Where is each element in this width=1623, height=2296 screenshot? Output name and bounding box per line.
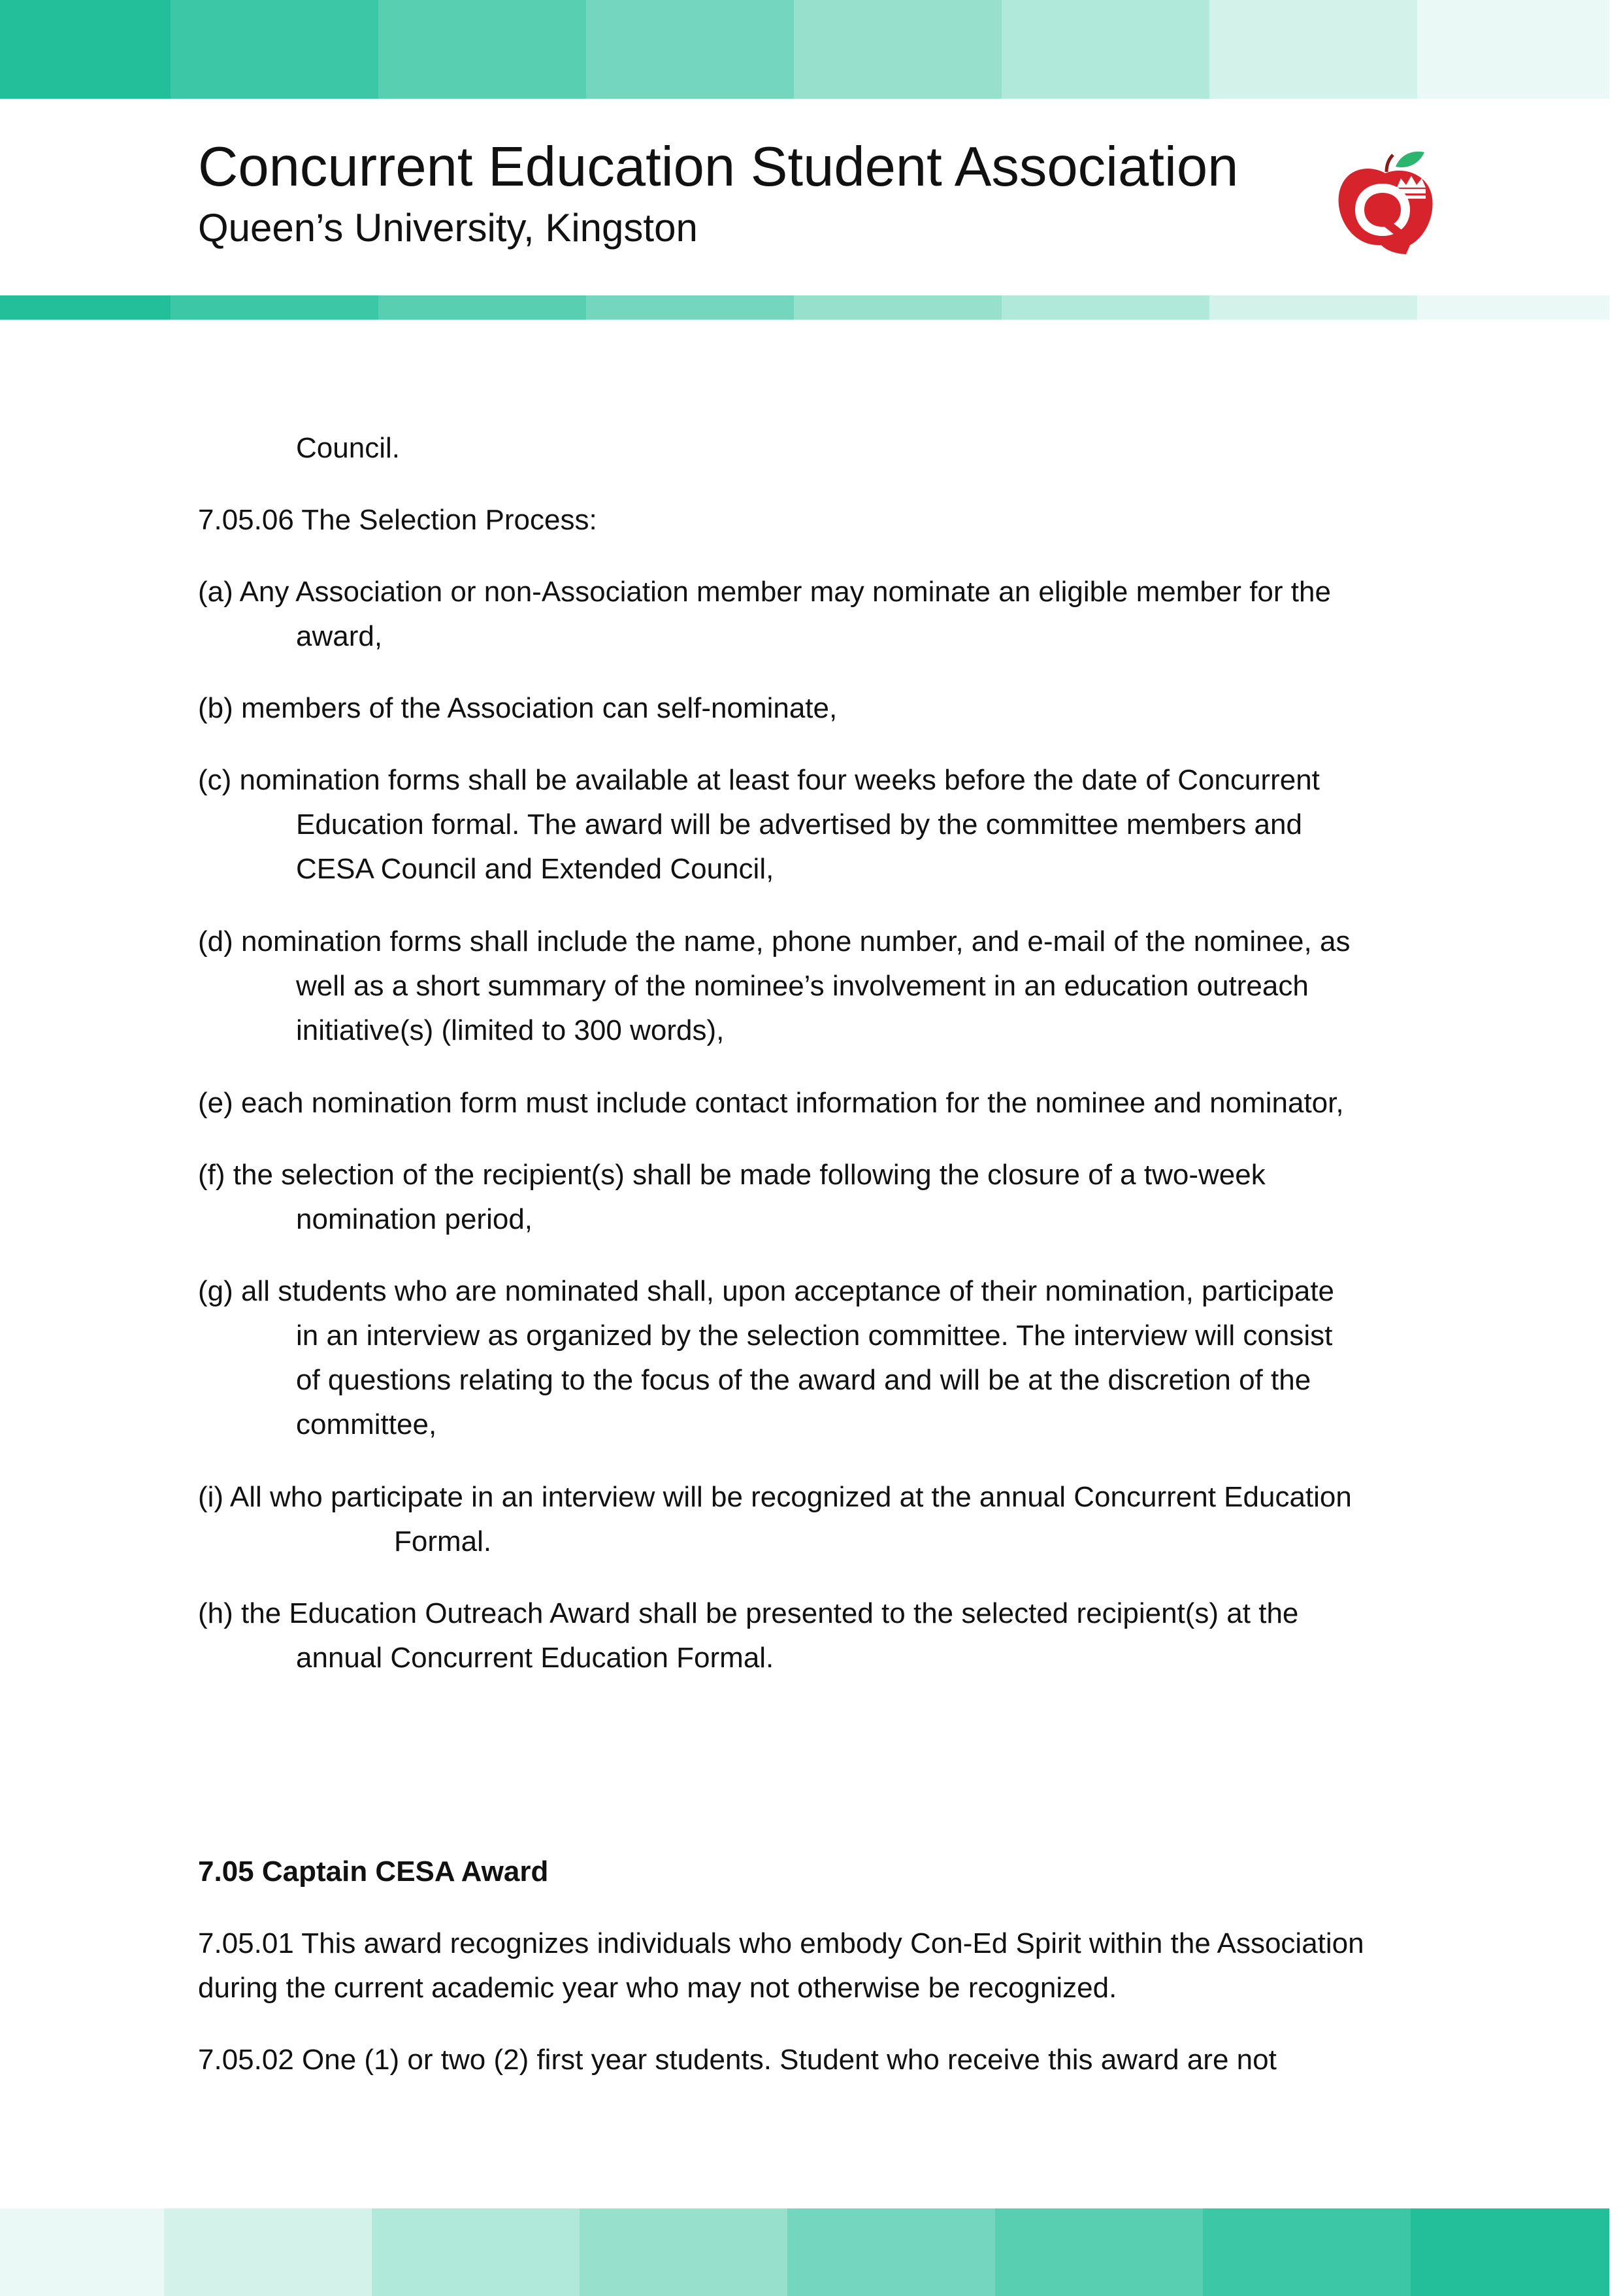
band-segment bbox=[586, 0, 794, 99]
band-segment bbox=[586, 295, 794, 320]
apple-crown-logo-icon bbox=[1333, 147, 1437, 255]
band-segment bbox=[794, 295, 1002, 320]
item-i-line-1: (i) All who participate in an interview will be recognized at the annual Concurrent Education bbox=[198, 1481, 1352, 1513]
item-g-line-4: committee, bbox=[296, 1408, 437, 1440]
item-b-line-1: (b) members of the Association can self-nominate, bbox=[198, 692, 838, 724]
continuation-text: Council. bbox=[296, 432, 400, 464]
band-segment bbox=[372, 2208, 580, 2296]
band-segment bbox=[1002, 295, 1209, 320]
item-h-line-2: annual Concurrent Education Formal. bbox=[296, 1642, 774, 1674]
band-segment bbox=[0, 295, 171, 320]
item-f-line-2: nomination period, bbox=[296, 1203, 533, 1235]
item-f-line-1: (f) the selection of the recipient(s) shall be made following the closure of a two-week bbox=[198, 1159, 1266, 1191]
selection-process-heading: 7.05.06 The Selection Process: bbox=[198, 504, 597, 536]
band-segment bbox=[1002, 0, 1209, 99]
paragraph-7-05-01-line-1: 7.05.01 This award recognizes individuals who embody Con-Ed Spirit within the Association bbox=[198, 1927, 1364, 1959]
band-segment bbox=[1209, 0, 1417, 99]
band-segment bbox=[580, 2208, 787, 2296]
item-d-line-3: initiative(s) (limited to 300 words), bbox=[296, 1014, 725, 1046]
band-segment bbox=[787, 2208, 995, 2296]
item-h-line-1: (h) the Education Outreach Award shall be presented to the selected recipient(s) at the bbox=[198, 1597, 1299, 1629]
band-segment bbox=[171, 0, 378, 99]
paragraph-7-05-01-line-2: during the current academic year who may not otherwise be recognized. bbox=[198, 1972, 1117, 2004]
item-c-line-1: (c) nomination forms shall be available at least four weeks before the date of Concurrent bbox=[198, 764, 1320, 796]
band-segment bbox=[995, 2208, 1203, 2296]
item-a-line-1: (a) Any Association or non-Association member may nominate an eligible member for the bbox=[198, 576, 1331, 608]
item-a-line-2: award, bbox=[296, 620, 383, 652]
band-segment bbox=[0, 0, 171, 99]
band-segment bbox=[378, 0, 586, 99]
item-g-line-2: in an interview as organized by the selection committee. The interview will consist bbox=[296, 1320, 1333, 1352]
band-segment bbox=[1203, 2208, 1411, 2296]
band-segment bbox=[164, 2208, 372, 2296]
item-d-line-1: (d) nomination forms shall include the name, phone number, and e-mail of the nominee, as bbox=[198, 925, 1351, 957]
band-segment bbox=[0, 2208, 164, 2296]
band-segment bbox=[1209, 295, 1417, 320]
band-segment bbox=[1417, 295, 1609, 320]
band-segment bbox=[1417, 0, 1609, 99]
band-segment bbox=[1411, 2208, 1609, 2296]
item-g-line-1: (g) all students who are nominated shall, upon acceptance of their nomination, participate bbox=[198, 1275, 1335, 1307]
item-c-line-3: CESA Council and Extended Council, bbox=[296, 853, 774, 885]
band-segment bbox=[794, 0, 1002, 99]
section-heading: 7.05 Captain CESA Award bbox=[198, 1855, 549, 1888]
footer-color-band bbox=[0, 2208, 1609, 2296]
item-g-line-3: of questions relating to the focus of the award and will be at the discretion of the bbox=[296, 1364, 1311, 1396]
band-segment bbox=[171, 295, 378, 320]
item-e-line-1: (e) each nomination form must include contact information for the nominee and nominator, bbox=[198, 1087, 1344, 1119]
item-i-line-2: Formal. bbox=[394, 1525, 492, 1557]
item-d-line-2: well as a short summary of the nominee’s involvement in an education outreach bbox=[296, 970, 1309, 1002]
organization-subtitle: Queen’s University, Kingston bbox=[198, 206, 698, 250]
paragraph-7-05-02: 7.05.02 One (1) or two (2) first year students. Student who receive this award are not bbox=[198, 2044, 1277, 2076]
organization-title: Concurrent Education Student Association bbox=[198, 136, 1239, 198]
item-c-line-2: Education formal. The award will be advertised by the committee members and bbox=[296, 808, 1302, 840]
header-underline-band bbox=[0, 295, 1609, 320]
band-segment bbox=[378, 295, 586, 320]
header-color-band bbox=[0, 0, 1609, 99]
